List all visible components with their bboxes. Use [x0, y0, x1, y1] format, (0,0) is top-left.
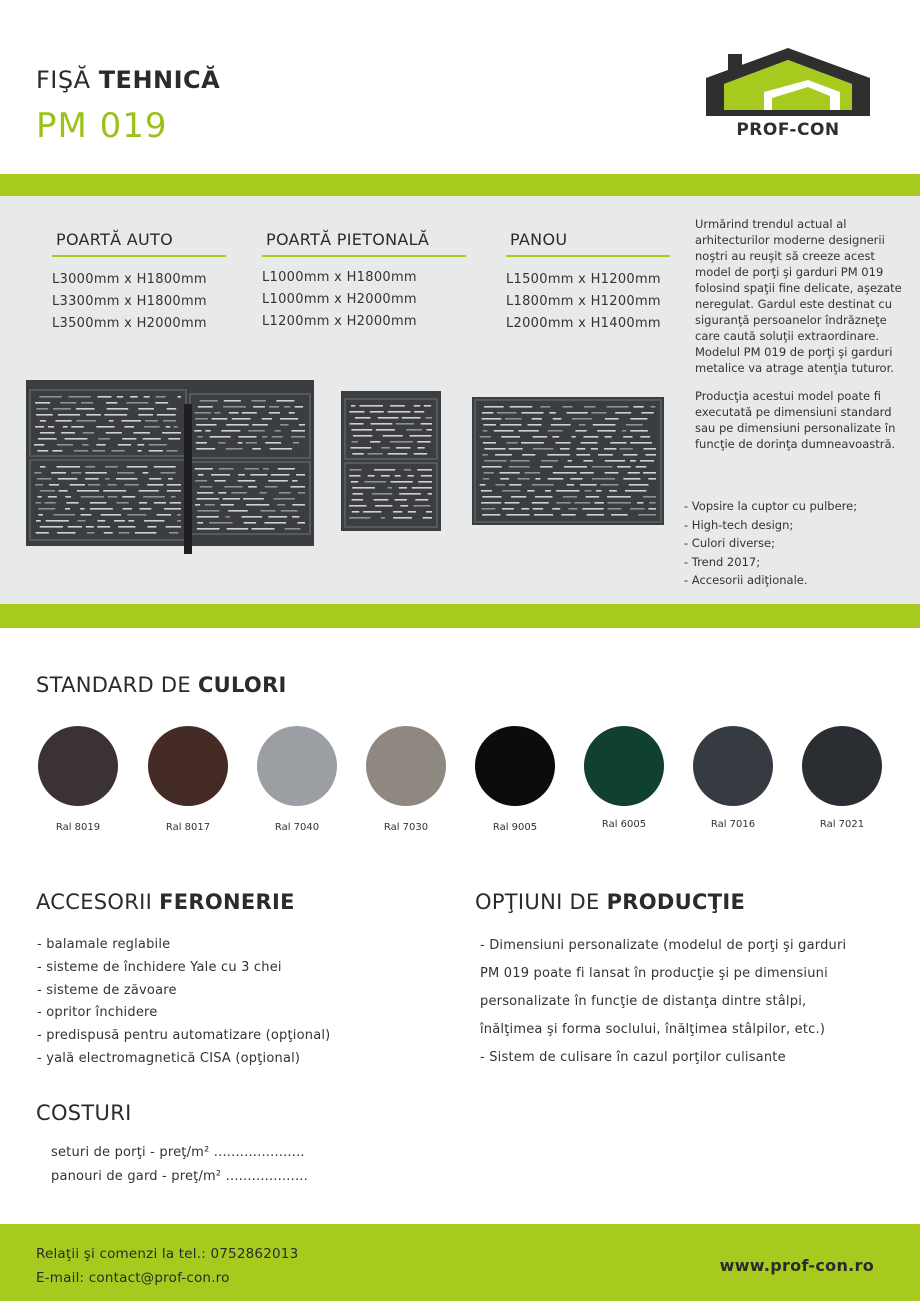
product-size: L1200mm x H2000mm	[262, 314, 417, 329]
product-size: L2000mm x H1400mm	[506, 316, 661, 331]
gate-post	[184, 404, 192, 554]
footer-phone[interactable]: Relaţii şi comenzi la tel.: 0752862013	[36, 1246, 299, 1262]
color-swatch	[366, 726, 446, 806]
accessory-item: - balamale reglabile	[37, 937, 171, 952]
color-swatch-label: Ral 9005	[492, 822, 538, 833]
option-line: - Sistem de culisare în cazul porţilor culisante	[480, 1050, 786, 1065]
feature-item: - High-tech design;	[684, 517, 794, 532]
prof-con-logo[interactable]	[700, 40, 876, 144]
options-title-prefix: OPŢIUNI DE	[475, 890, 600, 914]
feature-item: - Trend 2017;	[684, 554, 761, 569]
product-size: L1800mm x H1200mm	[506, 294, 661, 309]
accessories-list	[37, 934, 330, 1071]
accessory-item: - sisteme de închidere Yale cu 3 chei	[37, 959, 282, 975]
option-line: PM 019 poate fi lansat în producţie şi pe dimensiuni	[480, 966, 828, 981]
accessory-item: - yală electromagnetică CISA (opţional)	[37, 1050, 301, 1066]
description-paragraph: Urmărind trendul actual al arhitecturilor moderne designerii noştri au reuşit să creeze acest model de porţi şi garduri PM 019 folosind spaţii fine delicate, aşezate neregulat. Gardul este destinat cu siguranţă persoanelor îndrăzneţe care caută soluţii extraordinare. Modelul PM 019 de porţi şi garduri metalice va atrage atenţia tuturor.	[695, 217, 902, 375]
costs-section-title: COSTURI	[36, 1101, 132, 1125]
auto-gate-image	[26, 380, 314, 546]
color-swatch-label: Ral 8019	[55, 822, 101, 833]
color-swatch-label: Ral 7016	[710, 819, 756, 830]
color-swatch	[693, 726, 773, 806]
product-size: L1500mm x H1200mm	[506, 272, 661, 287]
page-title-bold: TEHNICĂ	[98, 66, 221, 94]
feature-item: - Culori diverse;	[684, 536, 775, 550]
footer-contact	[36, 1242, 298, 1290]
option-line: înălţimea şi forma soclului, înălţimea stâlpilor, etc.)	[480, 1022, 826, 1037]
colors-title-prefix: STANDARD DE	[36, 673, 191, 697]
page-title	[36, 66, 220, 94]
product-panou	[506, 230, 670, 335]
color-swatch	[584, 726, 664, 806]
color-swatch	[802, 726, 882, 806]
product-size: L3300mm x H1800mm	[52, 294, 207, 309]
footer-email[interactable]: E-mail: contact@prof-con.ro	[36, 1270, 230, 1286]
accessories-section-title	[36, 890, 295, 914]
product-title: POARTĂ PIETONALĂ	[262, 230, 466, 257]
pedestrian-gate-image	[341, 391, 441, 531]
product-title: PANOU	[506, 230, 670, 257]
product-sizes	[506, 269, 670, 335]
option-line: personalizate în funcţie de distanţa dintre stâlpi,	[480, 994, 807, 1009]
laser-cut-pattern	[341, 391, 441, 531]
model-code: PM 019	[36, 106, 168, 146]
product-description	[695, 216, 905, 464]
feature-item: - Accesorii adiţionale.	[684, 573, 808, 587]
footer	[0, 1224, 920, 1301]
feature-item: - Vopsire la cuptor cu pulbere;	[684, 499, 858, 513]
color-swatch	[38, 726, 118, 806]
color-swatch	[257, 726, 337, 806]
color-swatch-label: Ral 7021	[819, 819, 865, 830]
colors-section-title	[36, 673, 287, 697]
logo-wordmark: PROF-CON	[736, 120, 840, 140]
cost-item: panouri de gard - preţ/m² ...................	[51, 1169, 308, 1184]
description-paragraph: Producţia acestui model poate fi executată pe dimensiuni standard sau pe dimensiuni personalizate în funcţie de dorinţa dumneavoastră.	[695, 389, 896, 451]
product-poarta-pietonala	[262, 230, 466, 333]
product-title: POARTĂ AUTO	[52, 230, 226, 257]
accessory-item: - sisteme de zăvoare	[37, 982, 177, 998]
product-poarta-auto	[52, 230, 226, 335]
product-sizes	[262, 267, 466, 333]
costs-list	[51, 1141, 308, 1189]
color-swatch-label: Ral 7040	[274, 822, 320, 833]
accessories-title-prefix: ACCESORII	[36, 890, 153, 914]
footer-website-link[interactable]: www.prof-con.ro	[719, 1256, 874, 1275]
feature-list	[684, 497, 857, 590]
color-swatch	[475, 726, 555, 806]
product-size: L1000mm x H1800mm	[262, 270, 417, 285]
color-swatch-label: Ral 6005	[601, 819, 647, 830]
color-swatch	[148, 726, 228, 806]
options-section-title	[475, 890, 745, 914]
cost-item: seturi de porţi - preţ/m² .....................	[51, 1145, 305, 1160]
page-title-prefix: FIŞĂ	[36, 66, 91, 94]
panel-image	[472, 397, 664, 525]
accessory-item: - predispusă pentru automatizare (opţional)	[37, 1028, 331, 1044]
options-text	[480, 932, 890, 1072]
house-logo-icon	[700, 40, 876, 120]
option-line: - Dimensiuni personalizate (modelul de porţi şi garduri	[480, 938, 847, 953]
product-size: L3000mm x H1800mm	[52, 272, 207, 287]
laser-cut-pattern	[472, 397, 664, 525]
product-sizes	[52, 269, 226, 335]
accessory-item: - opritor închidere	[37, 1005, 158, 1021]
color-swatch-label: Ral 7030	[383, 822, 429, 833]
header-divider-bar	[0, 174, 920, 196]
product-divider-bar	[0, 604, 920, 628]
options-title-bold: PRODUCŢIE	[606, 890, 746, 914]
accessories-title-bold: FERONERIE	[159, 890, 295, 914]
laser-cut-pattern	[26, 380, 314, 546]
product-size: L1000mm x H2000mm	[262, 292, 417, 307]
product-size: L3500mm x H2000mm	[52, 316, 207, 331]
color-swatch-label: Ral 8017	[165, 822, 211, 833]
colors-title-bold: CULORI	[197, 673, 287, 697]
